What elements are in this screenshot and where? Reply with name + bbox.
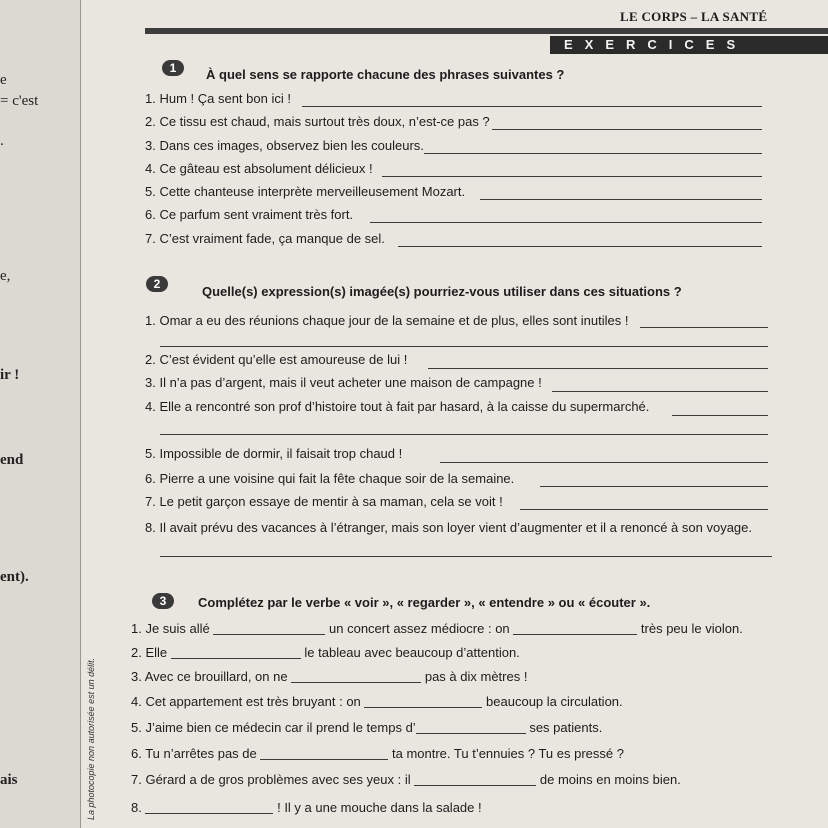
- fill-blank[interactable]: [414, 773, 536, 786]
- answer-blank[interactable]: [302, 106, 762, 107]
- fill-blank[interactable]: [145, 801, 273, 814]
- ex2-item: 1. Omar a eu des réunions chaque jour de la semaine et de plus, elles sont inutiles !: [145, 313, 629, 328]
- answer-blank[interactable]: [398, 246, 762, 247]
- ex1-item: 4. Ce gâteau est absolument délicieux !: [145, 161, 373, 176]
- ex3-item: 4. Cet appartement est très bruyant : on beaucoup la circulation.: [131, 694, 623, 709]
- answer-blank[interactable]: [540, 486, 768, 487]
- answer-blank[interactable]: [382, 176, 762, 177]
- exercise-3-title: Complétez par le verbe « voir », « regarder », « entendre » ou « écouter ».: [198, 595, 651, 610]
- ex1-item: 6. Ce parfum sent vraiment très fort.: [145, 207, 354, 222]
- left-margin-text: .: [0, 133, 4, 149]
- ex3-item: 8. ! Il y a une mouche dans la salade !: [131, 800, 482, 815]
- exercise-1-badge: 1: [162, 60, 184, 76]
- answer-blank[interactable]: [428, 368, 768, 369]
- answer-blank[interactable]: [552, 391, 768, 392]
- ex1-item: 5. Cette chanteuse interprète merveilleusement Mozart.: [145, 184, 466, 199]
- ex2-item: 7. Le petit garçon essaye de mentir à sa maman, cela se voit !: [145, 494, 503, 509]
- ex3-item: 6. Tu n’arrêtes pas de ta montre. Tu t’ennuies ? Tu es pressé ?: [131, 746, 624, 761]
- answer-blank[interactable]: [440, 462, 768, 463]
- fill-blank[interactable]: [416, 721, 526, 734]
- ex2-item: 6. Pierre a une voisine qui fait la fête chaque soir de la semaine.: [145, 471, 515, 486]
- ex2-item: 3. Il n’a pas d’argent, mais il veut acheter une maison de campagne !: [145, 375, 542, 390]
- exercise-2-title: Quelle(s) expression(s) imagée(s) pourriez-vous utiliser dans ces situations ?: [202, 284, 682, 299]
- exercise-2-badge: 2: [146, 276, 168, 292]
- answer-blank[interactable]: [492, 129, 762, 130]
- ex3-item: 5. J’aime bien ce médecin car il prend le temps d’ ses patients.: [131, 720, 603, 735]
- answer-blank[interactable]: [640, 327, 768, 328]
- answer-blank[interactable]: [160, 346, 768, 347]
- fill-blank[interactable]: [213, 622, 325, 635]
- answer-blank[interactable]: [160, 434, 768, 435]
- ex3-item: 7. Gérard a de gros problèmes avec ses yeux : il de moins en moins bien.: [131, 772, 681, 787]
- exercise-1-title: À quel sens se rapporte chacune des phrases suivantes ?: [206, 67, 565, 82]
- left-margin-text: ais: [0, 772, 18, 788]
- ex2-item: 4. Elle a rencontré son prof d’histoire tout à fait par hasard, à la caisse du supermarché.: [145, 399, 650, 414]
- left-margin-text: = c'est: [0, 93, 39, 109]
- left-margin-text: ent).: [0, 569, 29, 585]
- answer-blank[interactable]: [160, 556, 772, 557]
- answer-blank[interactable]: [424, 153, 762, 154]
- answer-blank[interactable]: [520, 509, 768, 510]
- chapter-title: LE CORPS – LA SANTÉ: [620, 9, 768, 24]
- ex3-item: 1. Je suis allé un concert assez médiocre : on très peu le violon.: [131, 621, 743, 636]
- copyright-notice: La photocopie non autorisée est un délit.: [86, 657, 96, 820]
- ex1-item: 3. Dans ces images, observez bien les couleurs.: [145, 138, 424, 153]
- ex1-item: 2. Ce tissu est chaud, mais surtout très doux, n’est-ce pas ?: [145, 114, 490, 129]
- left-margin-text: end: [0, 452, 24, 468]
- answer-blank[interactable]: [370, 222, 762, 223]
- ex2-item: 8. Il avait prévu des vacances à l’étranger, mais son loyer vient d’augmenter et il a renoncé à son voyage.: [145, 520, 753, 535]
- exercises-banner: [550, 36, 828, 54]
- left-margin-text: e,: [0, 268, 11, 284]
- fill-blank[interactable]: [513, 622, 637, 635]
- header-rule: [145, 28, 828, 34]
- exercises-label: EXERCICES: [564, 37, 748, 52]
- ex2-item: 5. Impossible de dormir, il faisait trop chaud !: [145, 446, 403, 461]
- fill-blank[interactable]: [364, 695, 482, 708]
- answer-blank[interactable]: [672, 415, 768, 416]
- left-margin-text: ir !: [0, 367, 20, 383]
- ex3-item: 2. Elle le tableau avec beaucoup d’attention.: [131, 645, 520, 660]
- exercise-3-badge: 3: [152, 593, 174, 609]
- answer-blank[interactable]: [480, 199, 762, 200]
- left-margin-text: e: [0, 72, 7, 88]
- ex1-item: 7. C’est vraiment fade, ça manque de sel.: [145, 231, 385, 246]
- ex1-item: 1. Hum ! Ça sent bon ici !: [145, 91, 291, 106]
- fill-blank[interactable]: [291, 670, 421, 683]
- fill-blank[interactable]: [260, 747, 388, 760]
- fill-blank[interactable]: [171, 646, 301, 659]
- ex2-item: 2. C’est évident qu’elle est amoureuse de lui !: [145, 352, 408, 367]
- left-page-fragment: [0, 0, 81, 828]
- ex3-item: 3. Avec ce brouillard, on ne pas à dix mètres !: [131, 669, 528, 684]
